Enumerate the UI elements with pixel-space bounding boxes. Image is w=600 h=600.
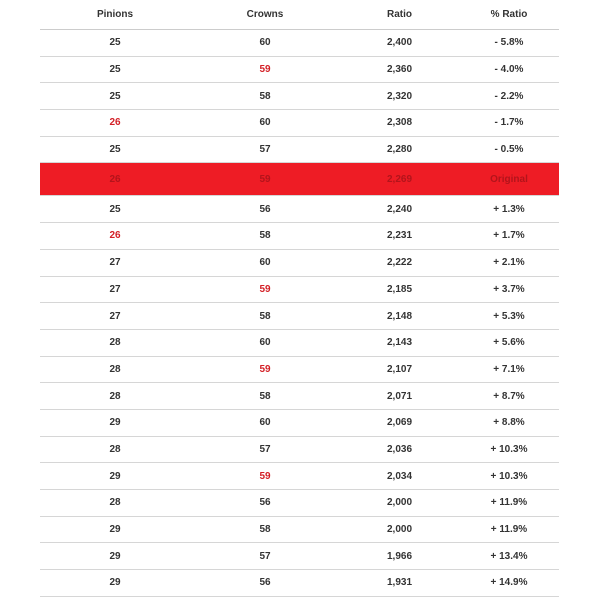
table-row — [40, 250, 559, 277]
percent-ratio-cell: + 10.3% — [490, 443, 528, 455]
percent-ratio-cell: + 11.9% — [490, 497, 528, 509]
percent-ratio-cell: + 2.1% — [493, 257, 525, 269]
crowns-cell: 58 — [259, 90, 271, 102]
table-row — [40, 437, 559, 464]
table-row — [40, 196, 559, 223]
ratio-cell: 2,185 — [386, 283, 413, 295]
table-row — [40, 463, 559, 490]
pinions-cell: 28 — [109, 363, 121, 375]
ratio-cell: 2,231 — [386, 230, 413, 242]
percent-ratio-cell: - 4.0% — [494, 64, 524, 76]
crowns-cell: 59 — [259, 363, 271, 375]
ratio-cell: 2,034 — [386, 470, 413, 482]
ratio-cell: 2,000 — [386, 524, 413, 536]
table-row — [40, 517, 559, 544]
pinions-cell: 27 — [109, 310, 121, 322]
pinions-cell: 28 — [109, 390, 121, 402]
percent-ratio-cell: + 1.3% — [493, 203, 525, 215]
header-ratio: Ratio — [387, 9, 412, 20]
pinions-cell: 29 — [109, 577, 121, 589]
table-row — [40, 83, 559, 110]
crowns-cell: 60 — [259, 337, 271, 349]
crowns-cell: 57 — [259, 443, 271, 455]
crowns-cell: 56 — [259, 577, 271, 589]
table-row — [40, 277, 559, 304]
crowns-cell: 57 — [259, 144, 271, 156]
percent-ratio-cell: + 8.8% — [493, 417, 525, 429]
ratio-cell: 2,071 — [386, 390, 413, 402]
header-crowns: Crowns — [246, 9, 284, 20]
ratio-cell: 2,269 — [386, 173, 413, 185]
table-row — [40, 383, 559, 410]
pinions-cell: 25 — [109, 203, 121, 215]
pinions-cell: 26 — [109, 230, 121, 242]
percent-ratio-cell: + 5.6% — [493, 337, 525, 349]
pinions-cell: 29 — [109, 550, 121, 562]
percent-ratio-cell: + 11.9% — [490, 524, 528, 536]
crowns-cell: 60 — [259, 117, 271, 129]
crowns-cell: 58 — [259, 230, 271, 242]
pinions-cell: 25 — [109, 90, 121, 102]
pinions-cell: 28 — [109, 497, 121, 509]
table-row — [40, 357, 559, 384]
ratio-cell: 2,000 — [386, 497, 413, 509]
table-header-row — [40, 0, 559, 30]
percent-ratio-cell: + 14.9% — [490, 577, 528, 589]
table-row — [40, 57, 559, 84]
percent-ratio-cell: + 10.3% — [490, 470, 528, 482]
crowns-cell: 56 — [259, 497, 271, 509]
crowns-cell: 57 — [259, 550, 271, 562]
table-row — [40, 137, 559, 164]
ratio-cell: 2,143 — [386, 337, 413, 349]
ratio-cell: 2,320 — [386, 90, 413, 102]
pinions-cell: 25 — [109, 64, 121, 76]
table-row — [40, 490, 559, 517]
ratio-cell: 2,400 — [386, 37, 413, 49]
pinions-cell: 26 — [109, 173, 121, 185]
pinions-cell: 28 — [109, 443, 121, 455]
percent-ratio-cell: + 7.1% — [493, 363, 525, 375]
ratio-cell: 2,280 — [386, 144, 413, 156]
ratio-cell: 2,036 — [386, 443, 413, 455]
percent-ratio-cell: + 3.7% — [493, 283, 525, 295]
ratio-cell: 2,240 — [386, 203, 413, 215]
percent-ratio-cell: + 5.3% — [493, 310, 525, 322]
pinions-cell: 25 — [109, 144, 121, 156]
ratio-cell: 2,069 — [386, 417, 413, 429]
crowns-cell: 58 — [259, 310, 271, 322]
table-row — [40, 30, 559, 57]
original-ratio-row — [40, 163, 559, 196]
crowns-cell: 59 — [259, 173, 271, 185]
table-row — [40, 330, 559, 357]
crowns-cell: 59 — [259, 64, 271, 76]
pinions-cell: 28 — [109, 337, 121, 349]
ratio-cell: 2,107 — [386, 363, 413, 375]
pinions-cell: 26 — [109, 117, 121, 129]
crowns-cell: 59 — [259, 283, 271, 295]
table-row — [40, 543, 559, 570]
pinions-cell: 29 — [109, 524, 121, 536]
ratio-cell: 2,308 — [386, 117, 413, 129]
crowns-cell: 60 — [259, 417, 271, 429]
pinions-cell: 25 — [109, 37, 121, 49]
percent-ratio-cell: - 2.2% — [494, 90, 524, 102]
table-row — [40, 223, 559, 250]
ratio-cell: 2,148 — [386, 310, 413, 322]
percent-ratio-cell: - 1.7% — [494, 117, 524, 129]
crowns-cell: 56 — [259, 203, 271, 215]
crowns-cell: 60 — [259, 257, 271, 269]
percent-ratio-cell: + 1.7% — [493, 230, 525, 242]
ratio-cell: 2,222 — [386, 257, 413, 269]
ratio-cell: 2,360 — [386, 64, 413, 76]
header-percent-ratio: % Ratio — [490, 9, 528, 20]
pinions-cell: 29 — [109, 417, 121, 429]
percent-ratio-cell: - 5.8% — [494, 37, 524, 49]
pinions-cell: 27 — [109, 283, 121, 295]
ratio-cell: 1,966 — [386, 550, 413, 562]
crowns-cell: 58 — [259, 524, 271, 536]
gear-ratio-table — [40, 0, 559, 600]
percent-ratio-cell: Original — [490, 173, 528, 185]
table-row — [40, 303, 559, 330]
table-row — [40, 110, 559, 137]
percent-ratio-cell: - 0.5% — [494, 144, 524, 156]
pinions-cell: 29 — [109, 470, 121, 482]
pinions-cell: 27 — [109, 257, 121, 269]
percent-ratio-cell: + 13.4% — [490, 550, 528, 562]
crowns-cell: 59 — [259, 470, 271, 482]
header-pinions: Pinions — [96, 9, 134, 20]
table-row — [40, 570, 559, 597]
crowns-cell: 58 — [259, 390, 271, 402]
table-row — [40, 410, 559, 437]
ratio-cell: 1,931 — [386, 577, 413, 589]
crowns-cell: 60 — [259, 37, 271, 49]
percent-ratio-cell: + 8.7% — [493, 390, 525, 402]
